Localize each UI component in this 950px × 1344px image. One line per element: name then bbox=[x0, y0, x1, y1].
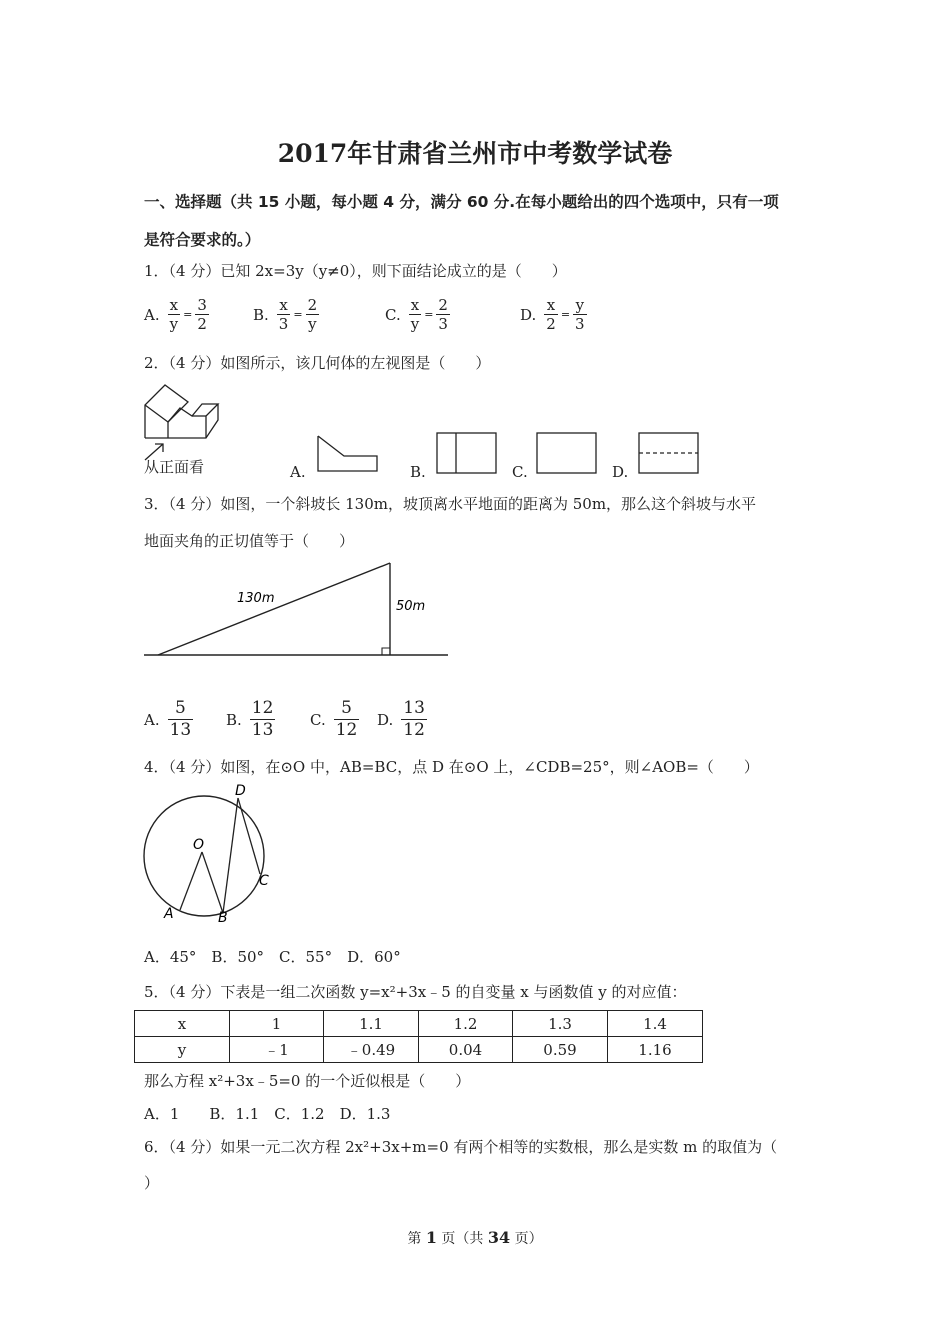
q1-option-d[interactable]: D. $\frac{x}{2}$ = $\frac{y}{3}$ bbox=[520, 296, 585, 333]
fraction: $\frac{x}{3}$ bbox=[278, 296, 289, 333]
q2-option-a-figure[interactable] bbox=[314, 434, 380, 474]
fraction: $\frac{5}{12}$ bbox=[335, 698, 358, 740]
q2-option-b-label[interactable]: B. bbox=[410, 463, 426, 481]
q2-option-d-label[interactable]: D. bbox=[612, 463, 629, 481]
fraction: $\frac{x}{2}$ bbox=[546, 296, 556, 333]
question-2-stem: 2．（4 分）如图所示，该几何体的左视图是（ ） bbox=[144, 354, 491, 372]
point-d-label: D bbox=[235, 783, 246, 799]
q3-option-a[interactable]: A. $\frac{5}{13}$ bbox=[144, 698, 192, 740]
table-cell: 1 bbox=[230, 1011, 324, 1037]
height-label: 50m bbox=[396, 599, 426, 614]
q5-value-table bbox=[134, 1010, 703, 1063]
table-cell: 1.16 bbox=[608, 1037, 703, 1063]
q3-option-c[interactable]: C. $\frac{5}{12}$ bbox=[310, 698, 358, 740]
right-angle-mark bbox=[382, 648, 390, 655]
q4-options[interactable]: A．45° B．50° C．55° D．60° bbox=[144, 948, 401, 966]
point-o-label: O bbox=[193, 837, 205, 853]
page-number: 1 bbox=[425, 1228, 437, 1247]
question-6-stem-line2: ） bbox=[144, 1174, 160, 1192]
question-3-stem-line2: 地面夹角的正切值等于（ ） bbox=[144, 532, 355, 550]
question-6-stem-line1: 6．（4 分）如果一元二次方程 2x²+3x+m=0 有两个相等的实数根，那么是实数 m 的取值为（ bbox=[144, 1138, 778, 1156]
fraction: $\frac{3}{2}$ bbox=[197, 296, 207, 333]
q4-circle-figure bbox=[140, 780, 280, 925]
fraction: $\frac{12}{13}$ bbox=[251, 698, 274, 740]
q3-slope-figure bbox=[140, 555, 452, 665]
table-cell: 1.3 bbox=[513, 1011, 608, 1037]
q1-option-c[interactable]: C. $\frac{x}{y}$ = $\frac{2}{3}$ bbox=[385, 296, 448, 333]
q2-option-c-figure[interactable] bbox=[535, 431, 599, 476]
table-row bbox=[135, 1037, 703, 1063]
segment-dc bbox=[238, 798, 260, 874]
table-cell: 1.1 bbox=[324, 1011, 419, 1037]
point-b-label: B bbox=[218, 910, 228, 925]
page-footer: 第 1 页（共 34 页） bbox=[407, 1228, 543, 1247]
point-c-label: C bbox=[259, 873, 269, 889]
table-cell: 1.2 bbox=[419, 1011, 513, 1037]
slope-length-label: 130m bbox=[237, 591, 275, 606]
slope-line bbox=[158, 563, 390, 655]
solid-edge bbox=[145, 385, 188, 438]
question-5-follow: 那么方程 x²+3x﹣5=0 的一个近似根是（ ） bbox=[144, 1072, 471, 1090]
q2-option-d-figure[interactable] bbox=[637, 431, 701, 476]
fraction: $\frac{x}{y}$ bbox=[410, 296, 420, 333]
fraction: $\frac{x}{y}$ bbox=[169, 296, 179, 333]
segment-ob bbox=[202, 852, 223, 913]
section-heading-line2: 是符合要求的。） bbox=[144, 231, 261, 249]
fraction: $\frac{2}{y}$ bbox=[307, 296, 318, 333]
q3-option-b[interactable]: B. $\frac{12}{13}$ bbox=[226, 698, 274, 740]
segment-oa bbox=[180, 852, 202, 910]
view-direction-label: 从正面看 bbox=[144, 458, 205, 476]
table-cell: 0.04 bbox=[419, 1037, 513, 1063]
table-cell: 1.4 bbox=[608, 1011, 703, 1037]
table-cell: ﹣1 bbox=[230, 1037, 324, 1063]
point-a-label: A bbox=[164, 906, 174, 922]
page-title: 2017年甘肃省兰州市中考数学试卷 bbox=[277, 139, 673, 168]
fraction: $\frac{5}{13}$ bbox=[169, 698, 192, 740]
q2-option-c-label[interactable]: C. bbox=[512, 463, 528, 481]
q3-option-d[interactable]: D. $\frac{13}{12}$ bbox=[377, 698, 425, 740]
section-heading-line1: 一、选择题（共 15 小题，每小题 4 分，满分 60 分.在每小题给出的四个选项中，只有一项 bbox=[144, 193, 779, 211]
question-3-stem-line1: 3．（4 分）如图，一个斜坡长 130m，坡顶离水平地面的距离为 50m，那么这个斜坡与水平 bbox=[144, 495, 757, 513]
fraction: $\frac{2}{3}$ bbox=[438, 296, 448, 333]
table-row bbox=[135, 1011, 703, 1037]
q2-option-a-label[interactable]: A. bbox=[290, 463, 306, 481]
q2-option-b-figure[interactable] bbox=[435, 431, 499, 476]
question-4-stem: 4．（4 分）如图，在⊙O 中，AB=BC，点 D 在⊙O 上，∠CDB=25°，则∠AOB=（ ） bbox=[144, 758, 759, 776]
table-cell: ﹣0.49 bbox=[324, 1037, 419, 1063]
q1-option-b[interactable]: B. $\frac{x}{3}$ = $\frac{2}{y}$ bbox=[253, 296, 318, 333]
page-total: 34 bbox=[487, 1228, 511, 1247]
q2-solid-figure bbox=[140, 380, 230, 446]
fraction: $\frac{y}{3}$ bbox=[575, 296, 585, 333]
solid-edge bbox=[145, 405, 168, 422]
table-cell: y bbox=[135, 1037, 230, 1063]
table-cell: 0.59 bbox=[513, 1037, 608, 1063]
fraction: $\frac{13}{12}$ bbox=[403, 698, 425, 740]
table-cell: x bbox=[135, 1011, 230, 1037]
question-1-stem: 1．（4 分）已知 2x=3y（y≠0），则下面结论成立的是（ ） bbox=[144, 262, 567, 280]
q5-options[interactable]: A．1 B．1.1 C．1.2 D．1.3 bbox=[144, 1105, 391, 1123]
segment-bd bbox=[223, 798, 238, 913]
q1-option-a[interactable]: A. $\frac{x}{y}$ = $\frac{3}{2}$ bbox=[144, 296, 207, 333]
question-5-stem: 5．（4 分）下表是一组二次函数 y=x²+3x﹣5 的自变量 x 与函数值 y 的对应值： bbox=[144, 983, 687, 1001]
